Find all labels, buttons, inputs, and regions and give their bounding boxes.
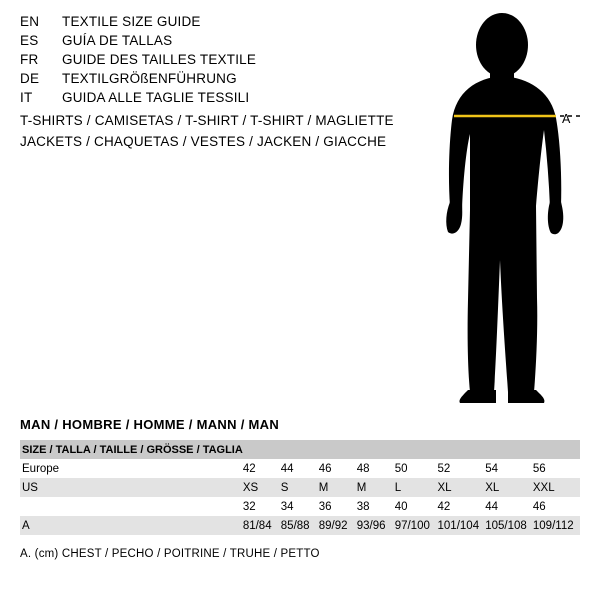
table-cell: 44 xyxy=(281,459,319,478)
language-code: IT xyxy=(20,90,33,105)
table-cell: 52 xyxy=(438,459,486,478)
table-cell: 36 xyxy=(319,497,357,516)
garment-line-tshirts: T-SHIRTS / CAMISETAS / T-SHIRT / T-SHIRT / MAGLIETTE xyxy=(20,113,394,128)
table-header-cell xyxy=(533,440,580,459)
table-row xyxy=(20,497,580,516)
row-label xyxy=(20,497,243,516)
table-cell: XL xyxy=(485,478,533,497)
table-cell: M xyxy=(319,478,357,497)
language-title: GUIDE DES TAILLES TEXTILE xyxy=(62,52,257,67)
language-row xyxy=(20,90,360,109)
table-cell: 97/100 xyxy=(395,516,438,535)
table-cell: XS xyxy=(243,478,281,497)
table-cell: 85/88 xyxy=(281,516,319,535)
table-row xyxy=(20,478,580,497)
table-row xyxy=(20,459,580,478)
table-cell: 46 xyxy=(533,497,580,516)
language-row xyxy=(20,33,360,52)
measure-marker-label: A xyxy=(562,112,571,126)
table-cell: 42 xyxy=(438,497,486,516)
size-table xyxy=(20,440,580,535)
table-cell: XXL xyxy=(533,478,580,497)
table-cell: 42 xyxy=(243,459,281,478)
language-title: GUIDA ALLE TAGLIE TESSILI xyxy=(62,90,250,105)
table-cell: L xyxy=(395,478,438,497)
table-cell: 44 xyxy=(485,497,533,516)
language-title: GUÍA DE TALLAS xyxy=(62,33,173,48)
language-row xyxy=(20,71,360,90)
language-code: ES xyxy=(20,33,39,48)
language-code: DE xyxy=(20,71,40,86)
table-cell: S xyxy=(281,478,319,497)
body-figure xyxy=(410,10,600,410)
table-header-cell xyxy=(395,440,438,459)
table-cell: 105/108 xyxy=(485,516,533,535)
male-silhouette-icon xyxy=(410,10,600,410)
garment-line-jackets: JACKETS / CHAQUETAS / VESTES / JACKEN / GIACCHE xyxy=(20,134,387,149)
language-row xyxy=(20,52,360,71)
table-header-cell xyxy=(281,440,319,459)
table-cell: 93/96 xyxy=(357,516,395,535)
table-cell: 56 xyxy=(533,459,580,478)
table-cell: 109/112 xyxy=(533,516,580,535)
table-cell: 81/84 xyxy=(243,516,281,535)
table-cell: 50 xyxy=(395,459,438,478)
table-title: MAN / HOMBRE / HOMME / MANN / MAN xyxy=(20,417,280,432)
table-header-cell: SIZE / TALLA / TAILLE / GRÖSSE / TAGLIA xyxy=(20,440,243,459)
language-code: EN xyxy=(20,14,40,29)
table-cell: 40 xyxy=(395,497,438,516)
row-label: A xyxy=(20,516,243,535)
table-row xyxy=(20,516,580,535)
table-cell: 32 xyxy=(243,497,281,516)
language-code: FR xyxy=(20,52,39,67)
garment-categories xyxy=(20,110,440,152)
table-header-row xyxy=(20,440,580,459)
table-cell: 38 xyxy=(357,497,395,516)
language-title: TEXTILE SIZE GUIDE xyxy=(62,14,201,29)
table-cell: 101/104 xyxy=(438,516,486,535)
row-label: Europe xyxy=(20,459,243,478)
table-cell: XL xyxy=(438,478,486,497)
table-cell: 46 xyxy=(319,459,357,478)
language-title: TEXTILGRÖßENFÜHRUNG xyxy=(62,71,237,86)
table-cell: M xyxy=(357,478,395,497)
table-cell: 89/92 xyxy=(319,516,357,535)
table-footnote: A. (cm) CHEST / PECHO / POITRINE / TRUHE / PETTO xyxy=(20,548,320,560)
table-cell: 34 xyxy=(281,497,319,516)
table-cell: 54 xyxy=(485,459,533,478)
table-cell: 48 xyxy=(357,459,395,478)
language-list xyxy=(20,14,360,109)
table-header-cell xyxy=(357,440,395,459)
table-header-cell xyxy=(319,440,357,459)
table-header-cell xyxy=(438,440,486,459)
row-label: US xyxy=(20,478,243,497)
table-header-cell xyxy=(485,440,533,459)
language-row xyxy=(20,14,360,33)
table-header-cell xyxy=(243,440,281,459)
